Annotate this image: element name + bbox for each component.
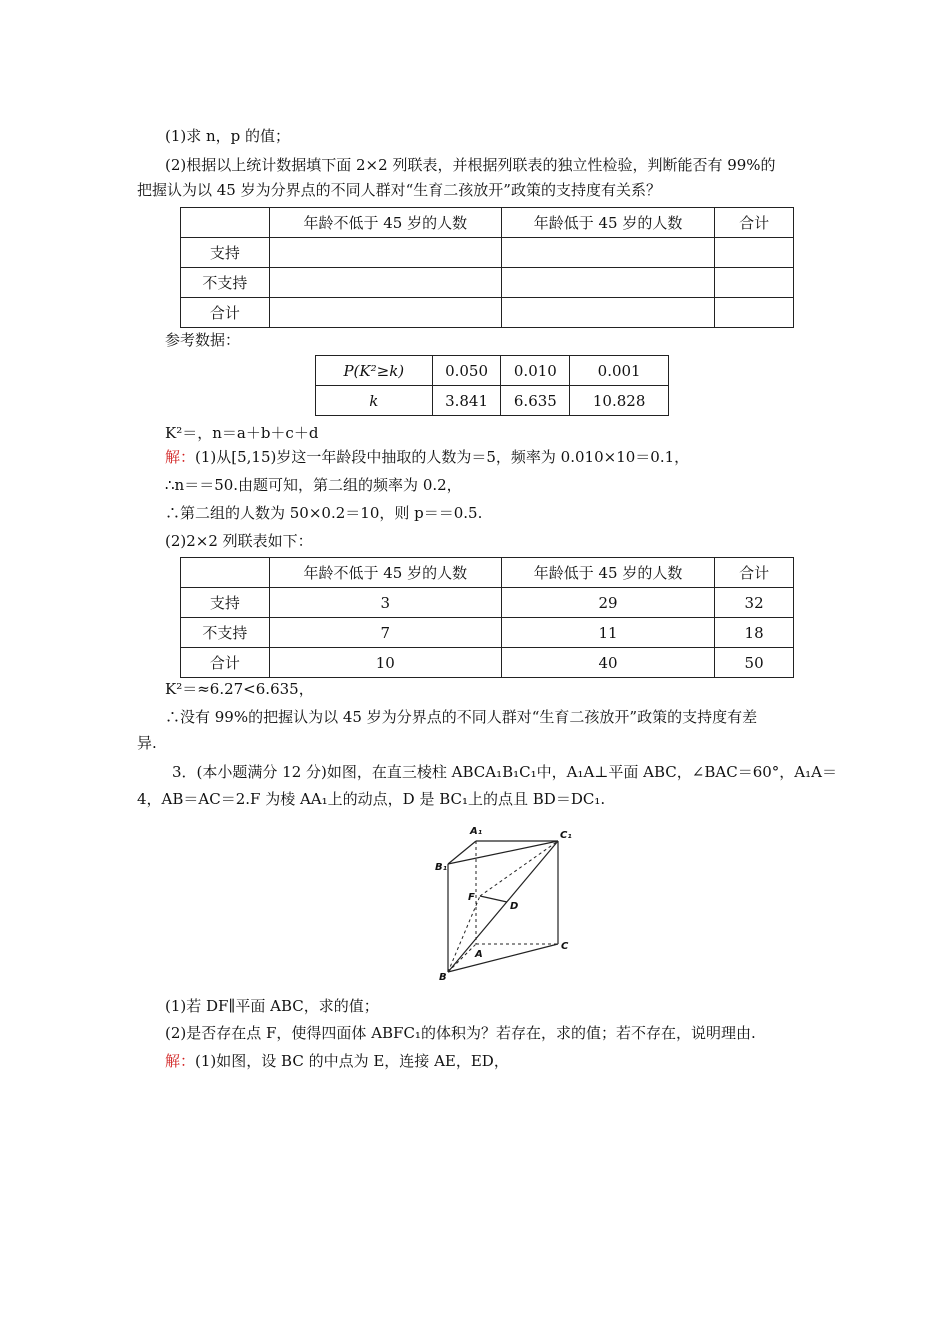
table2-cell: 合计 xyxy=(181,648,270,678)
solution-line-2: ∴n＝＝50.由题可知，第二组的频率为 0.2， xyxy=(165,476,462,494)
label-A1: A₁ xyxy=(470,826,483,837)
label-A: A xyxy=(475,949,483,960)
table2-cell: 支持 xyxy=(181,588,270,618)
table2-cell: 不支持 xyxy=(181,618,270,648)
table1-header-1: 年龄不低于 45 岁的人数 xyxy=(269,208,501,238)
table1-header-0 xyxy=(181,208,270,238)
ref-cell: 0.050 xyxy=(432,356,501,386)
table2-header: 合计 xyxy=(715,558,794,588)
table2-cell: 50 xyxy=(715,648,794,678)
reference-data-label: 参考数据： xyxy=(165,331,241,349)
table2-header: 年龄低于 45 岁的人数 xyxy=(501,558,714,588)
table2-header: 年龄不低于 45 岁的人数 xyxy=(269,558,501,588)
solution-text: (1)如图，设 BC 的中点为 E，连接 AE，ED， xyxy=(195,1052,509,1070)
label-B1: B₁ xyxy=(435,862,448,873)
label-B: B xyxy=(439,972,447,982)
table2-header xyxy=(181,558,270,588)
ref-cell: 10.828 xyxy=(570,386,669,416)
table2-cell: 29 xyxy=(501,588,714,618)
table1-header-2: 年龄低于 45 岁的人数 xyxy=(501,208,714,238)
table2-cell: 3 xyxy=(269,588,501,618)
label-C1: C₁ xyxy=(560,830,572,841)
table2-cell: 7 xyxy=(269,618,501,648)
table1-row-label: 不支持 xyxy=(181,268,270,298)
table2-cell: 40 xyxy=(501,648,714,678)
question-3-sub-2: (2)是否存在点 F，使得四面体 ABFC₁的体积为？若存在，求的值；若不存在，说明理由. xyxy=(165,1024,756,1042)
table1-header-3: 合计 xyxy=(715,208,794,238)
ref-cell: k xyxy=(369,391,379,410)
solution-label: 解： xyxy=(165,448,196,466)
ref-cell: 0.001 xyxy=(570,356,669,386)
table1-row-label: 合计 xyxy=(181,298,270,328)
ref-cell: 6.635 xyxy=(501,386,570,416)
label-F: F xyxy=(468,892,475,903)
k2-result: K²＝≈6.27<6.635， xyxy=(165,680,314,698)
question-part-2-line-1: (2)根据以上统计数据填下面 2×2 列联表，并根据列联表的独立性检验，判断能否有 99%的 xyxy=(165,156,776,174)
solution-3-line-1 xyxy=(165,1051,509,1071)
conclusion-line-2: 异. xyxy=(137,734,157,752)
label-C: C xyxy=(561,941,569,952)
table2-cell: 10 xyxy=(269,648,501,678)
label-D: D xyxy=(510,901,519,912)
table2-cell: 32 xyxy=(715,588,794,618)
solution-label: 解： xyxy=(165,1052,196,1070)
table2-cell: 11 xyxy=(501,618,714,648)
solution-line-3: ∴第二组的人数为 50×0.2＝10，则 p＝＝0.5. xyxy=(165,504,483,522)
question-3-sub-1: (1)若 DF∥平面 ABC，求的值； xyxy=(165,997,379,1015)
solution-line-1 xyxy=(165,447,689,467)
question-3-line-2: 4，AB＝AC＝2.F 为棱 AA₁上的动点，D 是 BC₁上的点且 BD＝DC₁. xyxy=(137,790,606,808)
blank-contingency-table xyxy=(180,207,794,328)
conclusion-line-1: ∴没有 99%的把握认为以 45 岁为分界点的不同人群对“生育二孩放开”政策的支持度有差 xyxy=(165,708,758,726)
table2-cell: 18 xyxy=(715,618,794,648)
question-part-1: (1)求 n，p 的值； xyxy=(165,127,291,145)
solution-text: (1)从[5,15)岁这一年龄段中抽取的人数为＝5，频率为 0.010×10＝0.1， xyxy=(195,448,690,466)
prism-figure xyxy=(430,822,580,982)
ref-cell: 3.841 xyxy=(432,386,501,416)
question-3-line-1: 3．(本小题满分 12 分)如图，在直三棱柱 ABCA₁B₁C₁中，A₁A⊥平面 ABC，∠BAC＝60°，A₁A＝ xyxy=(172,763,837,781)
ref-cell: 0.010 xyxy=(501,356,570,386)
solution-line-4: (2)2×2 列联表如下： xyxy=(165,532,313,550)
ref-cell: P(K²≥k) xyxy=(343,361,405,380)
reference-table xyxy=(315,355,669,416)
question-part-2-line-2: 把握认为以 45 岁为分界点的不同人群对“生育二孩放开”政策的支持度有关系？ xyxy=(137,181,661,199)
table1-row-label: 支持 xyxy=(181,238,270,268)
filled-contingency-table xyxy=(180,557,794,678)
formula-line: K²＝，n＝a＋b＋c＋d xyxy=(165,424,319,442)
